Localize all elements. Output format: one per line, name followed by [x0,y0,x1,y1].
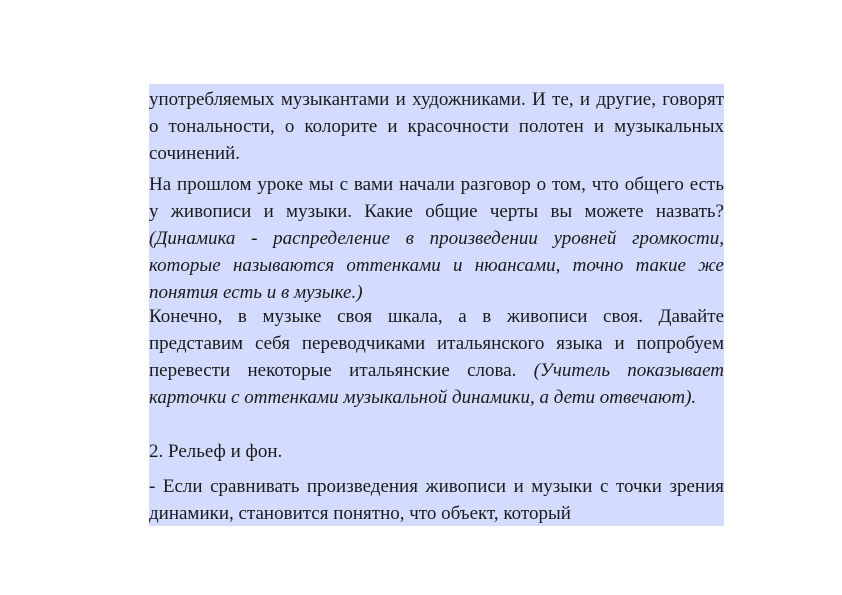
paragraph-3-text: Конечно, в музыке своя шкала, а в живописи своя. Давайте представим себя переводчиками итальянского языка и попробуем перевести некоторые итальянские слова. [149,306,724,381]
paragraph-2 [149,171,724,306]
paragraph-2-text: На прошлом уроке мы с вами начали разговор о том, что общего есть у живописи и музыки. Какие общие черты вы можете назвать? [149,174,724,222]
text-block [149,84,724,526]
paragraph-3-italic-note: (Учитель показывает карточки с оттенками музыкальной динамики, а дети отвечают). [149,360,725,408]
section-heading-text: 2. Рельеф и фон. [149,441,283,462]
paragraph-2-italic-note: (Динамика - распределение в произведении уровней громкости, которые называются оттенками и нюансами, точно такие же понятия есть и в музыке.) [149,228,724,303]
paragraph-5 [149,473,724,527]
paragraph-3 [149,303,724,411]
paragraph-1-text: употребляемых музыкантами и художниками. И те, и другие, говорят о тональности, о колорите и красочности полотен и музыкальных сочинений. [149,89,724,164]
section-heading [149,438,724,465]
paragraph-1 [149,86,724,167]
paragraph-5-text: - Если сравнивать произведения живописи и музыки с точки зрения динамики, становится понятно, что объект, который [149,476,724,524]
